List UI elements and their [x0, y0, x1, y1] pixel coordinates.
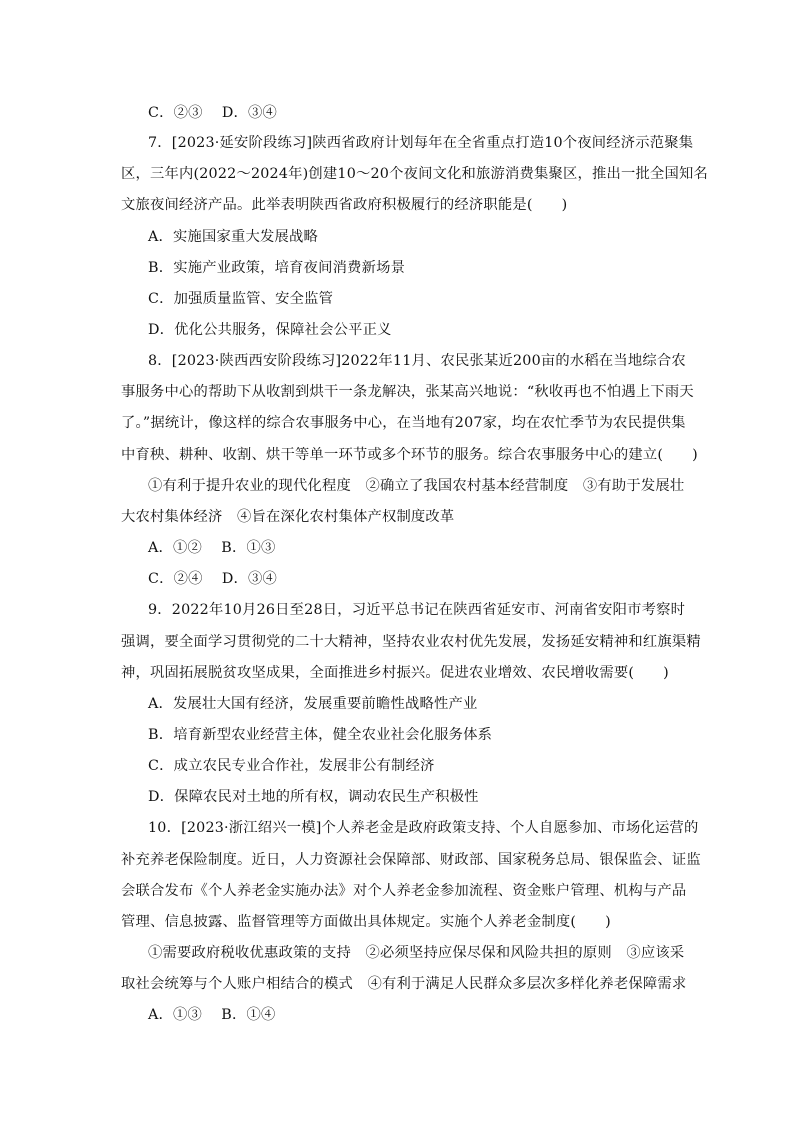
q6-options-cd: C．②③ D．③④ — [148, 105, 278, 121]
q8-options-cd: C．②④ D．③④ — [148, 571, 278, 587]
q7-option-d: D．优化公共服务，保障社会公平正义 — [148, 322, 392, 338]
q8-stem-line-1: 8．[2023·陕西西安阶段练习]2022年11月、农民张某近200亩的水稻在当地综合农 — [148, 353, 686, 369]
q10-stem-line-2: 补充养老保险制度。近日，人力资源社会保障部、财政部、国家税务总局、银保监会、证监 — [121, 852, 701, 868]
q9-stem-line-2: 强调，要全面学习贯彻党的二十大精神，坚持农业农村优先发展，发扬延安精神和红旗渠精 — [121, 634, 701, 650]
q9-option-d: D．保障农民对土地的所有权，调动农民生产积极性 — [148, 789, 479, 805]
q7-option-b: B．实施产业政策，培育夜间消费新场景 — [148, 260, 406, 276]
q7-stem-line-2: 区，三年内(2022～2024年)创建10～20个夜间文化和旅游消费集聚区，推出一批全国知名 — [121, 166, 709, 182]
q7-stem-line-1: 7．[2023·延安阶段练习]陕西省政府计划每年在全省重点打造10个夜间经济示范聚集 — [148, 135, 694, 151]
q9-stem-line-1: 9．2022年10月26日至28日，习近平总书记在陕西省延安市、河南省安阳市考察时 — [148, 602, 686, 618]
q7-option-c: C．加强质量监管、安全监管 — [148, 291, 334, 307]
q10-statements-line-1: ①需要政府税收优惠政策的支持 ②必须坚持应保尽保和风险共担的原则 ③应该采 — [148, 945, 685, 961]
q8-stem-line-3: 了。”据统计，像这样的综合农事服务中心，在当地有207家，均在农忙季节为农民提供集 — [121, 415, 686, 431]
q10-options-ab: A．①③ B．①④ — [148, 1007, 276, 1023]
q9-option-a: A．发展壮大国有经济，发展重要前瞻性战略性产业 — [148, 696, 478, 712]
q7-stem-line-3: 文旅夜间经济产品。此举表明陕西省政府积极履行的经济职能是( ) — [121, 197, 568, 213]
q8-stem-line-2: 事服务中心的帮助下从收割到烘干一条龙解决，张某高兴地说：“秋收再也不怕遇上下雨天 — [121, 384, 694, 400]
q9-option-b: B．培育新型农业经营主体，健全农业社会化服务体系 — [148, 727, 493, 743]
q8-statements-line-1: ①有利于提升农业的现代化程度 ②确立了我国农村基本经营制度 ③有助于发展壮 — [148, 478, 685, 494]
q8-stem-line-4: 中育秧、耕种、收割、烘干等单一环节或多个环节的服务。综合农事服务中心的建立( ) — [121, 447, 698, 463]
q8-options-ab: A．①② B．①③ — [148, 540, 276, 556]
q9-stem-line-3: 神，巩固拓展脱贫攻坚成果，全面推进乡村振兴。促进农业增效、农民增收需要( ) — [121, 665, 669, 681]
q9-option-c: C．成立农民专业合作社，发展非公有制经济 — [148, 758, 435, 774]
q8-statements-line-2: 大农村集体经济 ④旨在深化农村集体产权制度改革 — [121, 509, 455, 525]
q10-statements-line-2: 取社会统筹与个人账户相结合的模式 ④有利于满足人民群众多层次多样化养老保障需求 — [121, 976, 687, 992]
q10-stem-line-1: 10．[2023·浙江绍兴一模]个人养老金是政府政策支持、个人自愿参加、市场化运营的 — [148, 820, 699, 836]
q10-stem-line-3: 会联合发布《个人养老金实施办法》对个人养老金参加流程、资金账户管理、机构与产品 — [121, 883, 687, 899]
q10-stem-line-4: 管理、信息披露、监督管理等方面做出具体规定。实施个人养老金制度( ) — [121, 914, 611, 930]
q7-option-a: A．实施国家重大发展战略 — [148, 229, 318, 245]
